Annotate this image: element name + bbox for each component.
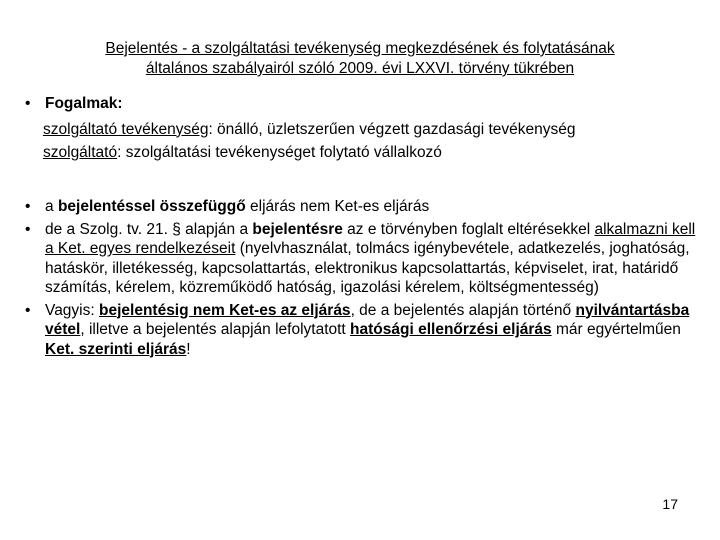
item2-bold: bejelentésre bbox=[252, 220, 343, 238]
definitions-item bbox=[25, 94, 705, 114]
bullet: • bbox=[25, 198, 31, 215]
definitions-section bbox=[25, 94, 705, 163]
page-number: 17 bbox=[662, 496, 678, 512]
title-line-1 bbox=[105, 40, 614, 57]
list-item bbox=[25, 301, 705, 360]
item2-mid: az e törvényben foglalt eltérésekkel bbox=[342, 220, 595, 238]
item3-suffix: ! bbox=[186, 340, 191, 358]
definition-1-term: szolgáltató tevékenység bbox=[43, 120, 209, 138]
bullet-list bbox=[25, 197, 705, 359]
definitions-heading: Fogalmak: bbox=[45, 95, 123, 112]
item3-bold-underlined-3: hatósági ellenőrzési eljárás bbox=[350, 321, 552, 338]
bullet: • bbox=[25, 301, 31, 319]
definition-2 bbox=[25, 143, 705, 163]
item1-prefix: a bbox=[45, 198, 58, 215]
title-rest: a szolgáltatási tevékenység megkezdésének és folytatásának bbox=[187, 40, 615, 57]
item3-bold-underlined-1: bejelentésig nem Ket-es az eljárás bbox=[99, 301, 351, 319]
item3-mid-3: már egyértelműen bbox=[551, 321, 681, 338]
slide-title bbox=[40, 39, 680, 79]
definition-1-text: : önálló, üzletszerűen végzett gazdasági tevékenység bbox=[208, 120, 576, 138]
definition-2-text: : szolgáltatási tevékenységet folytató vállalkozó bbox=[117, 144, 442, 161]
list-item bbox=[25, 220, 705, 298]
item2-underlined: alkalmazni kell a Ket. egyes rendelkezéseit bbox=[45, 220, 696, 257]
definition-2-term: szolgáltató bbox=[43, 144, 118, 161]
item1-bold: bejelentéssel összefüggő bbox=[57, 198, 246, 215]
bullet: • bbox=[25, 220, 31, 238]
title-bold: Bejelentés - bbox=[105, 40, 188, 57]
item2-prefix: de a Szolg. tv. 21. § alapján a bbox=[45, 220, 253, 238]
item3-mid-2: , illetve a bejelentés alapján lefolytatott bbox=[80, 321, 351, 338]
list-item bbox=[25, 197, 705, 217]
item3-bold-underlined-4: Ket. szerinti eljárás bbox=[45, 340, 187, 358]
item3-mid-1: , de a bejelentés alapján történő bbox=[350, 301, 576, 319]
definition-1 bbox=[25, 120, 705, 140]
item3-bold-underlined-2: nyilvántartásba vétel bbox=[45, 301, 690, 338]
item1-suffix: eljárás nem Ket-es eljárás bbox=[245, 198, 430, 215]
item3-prefix: Vagyis: bbox=[45, 301, 99, 319]
bullet: • bbox=[25, 95, 31, 112]
item2-suffix: (nyelvhasználat, tolmács igénybevétele, adatkezelés, joghatóság, hatáskör, illetékesség, kapcsolattartás, elektronikus kapcsolattartás, képviselet, irat, határidő számítás, kérelem, közreműködő hatóság, igazolási kérelem, költségmentesség) bbox=[45, 240, 690, 296]
title-line-2: általános szabályairól szóló 2009. évi LXXVI. törvény tükrében bbox=[145, 60, 575, 77]
